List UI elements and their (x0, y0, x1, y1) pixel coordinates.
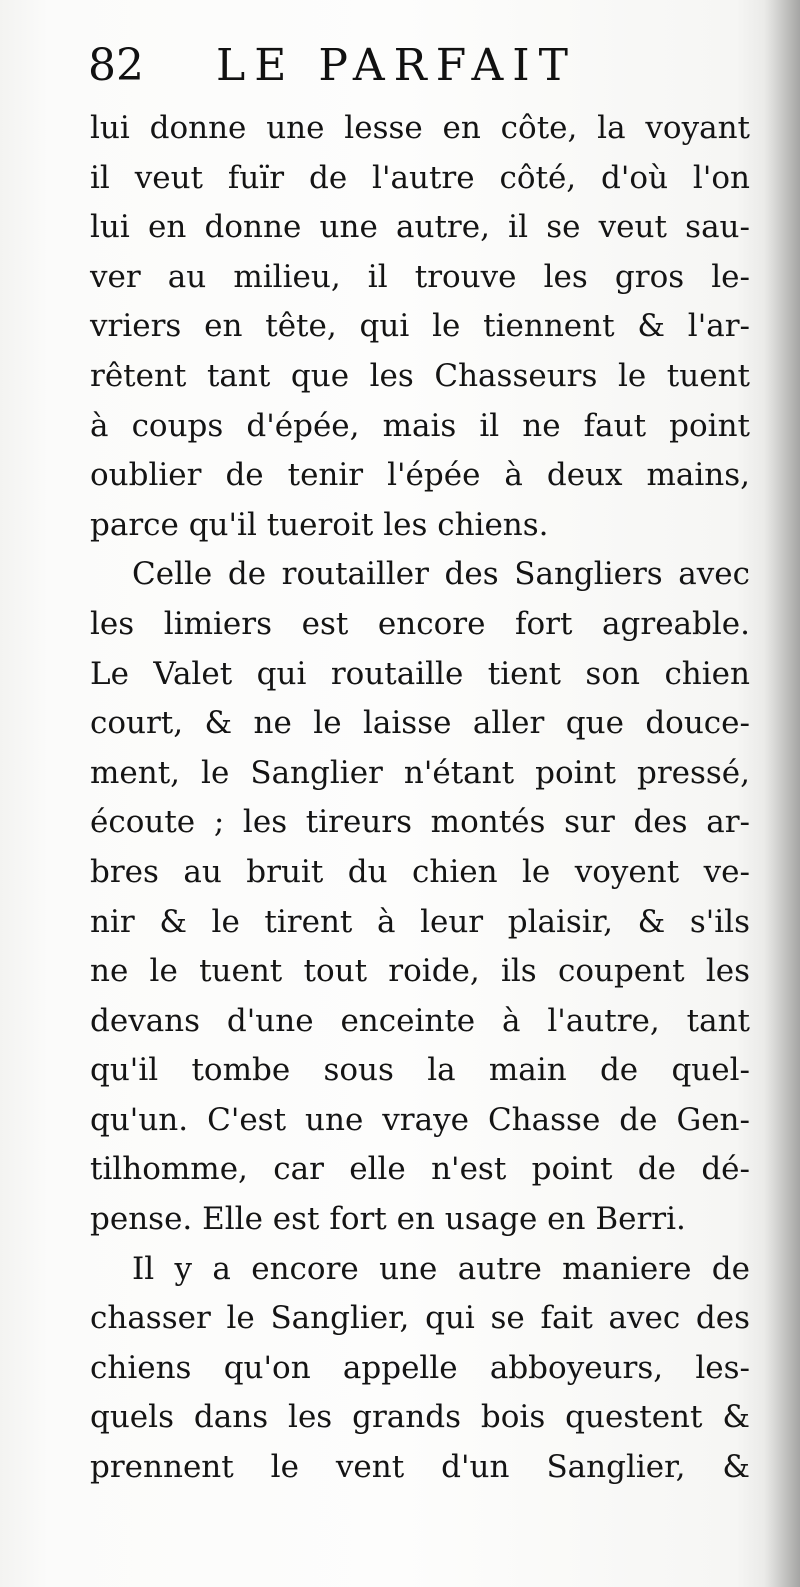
text-line: chasser le Sanglier, qui se fait avec des (90, 1300, 750, 1337)
text-line: nir & le tirent à leur plaisir, & s'ils (90, 903, 750, 940)
text-line: devans d'une enceinte à l'autre, tant (90, 1002, 750, 1039)
text-line: parce qu'il tueroit les chiens. (90, 506, 549, 543)
text-line: écoute ; les tireurs montés sur des ar- (90, 804, 750, 841)
page-header (88, 40, 648, 100)
text-line: quels dans les grands bois questent & (90, 1399, 750, 1436)
text-line: qu'un. C'est une vraye Chasse de Gen- (90, 1101, 750, 1138)
text-line: vriers en tête, qui le tiennent & l'ar- (90, 308, 750, 345)
paragraph-start-line: Il y a encore une autre maniere de (132, 1250, 750, 1287)
page-gutter-shadow (764, 0, 800, 1587)
text-line: oublier de tenir l'épée à deux mains, (90, 457, 750, 494)
text-line: à coups d'épée, mais il ne faut point (90, 407, 750, 444)
text-line: pense. Elle est fort en usage en Berri. (90, 1201, 686, 1238)
text-line: bres au bruit du chien le voyent ve- (90, 853, 750, 890)
text-line: il veut fuïr de l'autre côté, d'où l'on (90, 159, 750, 196)
text-line: chiens qu'on appelle abboyeurs, les- (90, 1349, 750, 1386)
page-number: 82 (88, 40, 144, 91)
text-line: prennent le vent d'un Sanglier, & (90, 1449, 750, 1486)
text-line: lui donne une lesse en côte, la voyant (90, 110, 750, 146)
text-line: court, & ne le laisse aller que douce- (90, 705, 750, 742)
text-line: ment, le Sanglier n'étant point pressé, (90, 754, 750, 791)
text-line: les limiers est encore fort agreable. (90, 605, 750, 642)
text-line: lui en donne une autre, il se veut sau- (90, 209, 750, 246)
text-line: Le Valet qui routaille tient son chien (90, 655, 750, 692)
running-head: LE PARFAIT (216, 40, 578, 91)
text-line: tilhomme, car elle n'est point de dé- (90, 1151, 750, 1188)
text-line: ver au milieu, il trouve les gros le- (90, 258, 750, 295)
text-line: ne le tuent tout roide, ils coupent les (90, 953, 750, 990)
paragraph-start-line: Celle de routailler des Sangliers avec (132, 556, 750, 593)
text-line: rêtent tant que les Chasseurs le tuent (90, 357, 750, 394)
text-line: qu'il tombe sous la main de quel- (90, 1052, 750, 1089)
body-text (90, 104, 750, 1493)
